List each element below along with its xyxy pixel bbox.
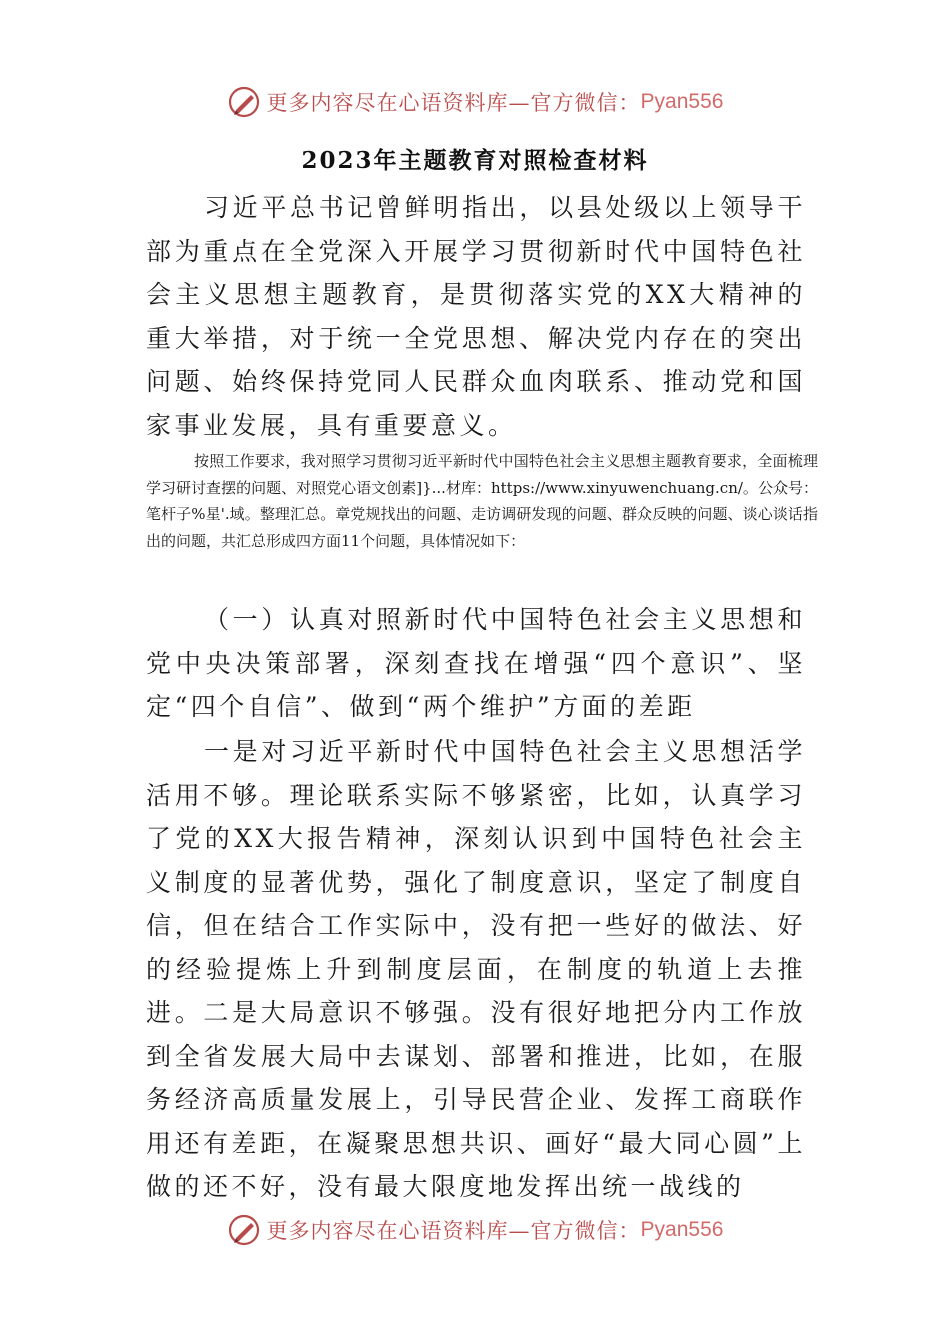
banner-wechat-id: Pyan556 xyxy=(640,90,724,113)
small-print-paragraph: 按照工作要求，我对照学习贯彻习近平新时代中国特色社会主义思想主题教育要求，全面梳理学习研讨查摆的问题、对照党心语文创素]}...材库：https://www.xinyuwenchuang.cn/。公众号：笔杆子%星'.域。整理汇总。章党规找出的问题、走访调研发现的问题、群众反映的问题、谈心谈话指出的问题，共汇总形成四方面11个问题，具体情况如下： xyxy=(146,452,818,550)
intro-paragraph: 习近平总书记曾鲜明指出，以县处级以上领导干部为重点在全党深入开展学习贯彻新时代中国特色社会主义思想主题教育，是贯彻落实党的XX大精神的重大举措，对于统一全党思想、解决党内存在的突出问题、始终保持党同人民群众血肉联系、推动党和国家事业发展，具有重要意义。 xyxy=(146,193,806,440)
body-paragraph: 一是对习近平新时代中国特色社会主义思想活学活用不够。理论联系实际不够紧密，比如，认真学习了党的XX大报告精神，深刻认识到中国特色社会主义制度的显著优势，强化了制度意识，坚定了制度自信，但在结合工作实际中，没有把一些好的做法、好的经验提炼上升到制度层面，在制度的轨道上去推进。二是大局意识不够强。没有很好地把分内工作放到全省发展大局中去谋划、部署和推进，比如，在服务经济高质量发展上，引导民营企业、发挥工商联作用还有差距，在凝聚思想共识、画好“最大同心圆”上做的还不好，没有最大限度地发挥出统一战线的 xyxy=(146,737,806,1201)
section-heading-paragraph: （一）认真对照新时代中国特色社会主义思想和党中央决策部署，深刻查找在增强“四个意识”、坚定“四个自信”、做到“两个维护”方面的差距 xyxy=(146,605,806,721)
footer-watermark-banner xyxy=(0,1208,950,1252)
banner-text: 更多内容尽在心语资料库—官方微信： xyxy=(266,91,641,115)
pen-logo-icon xyxy=(227,1213,261,1247)
banner-text: 更多内容尽在心语资料库—官方微信： xyxy=(266,1219,641,1243)
header-watermark-banner xyxy=(0,80,950,124)
pen-logo-icon xyxy=(227,85,261,119)
banner-wechat-id: Pyan556 xyxy=(640,1218,724,1241)
document-title: 2023年主题教育对照检查材料 xyxy=(301,147,649,174)
